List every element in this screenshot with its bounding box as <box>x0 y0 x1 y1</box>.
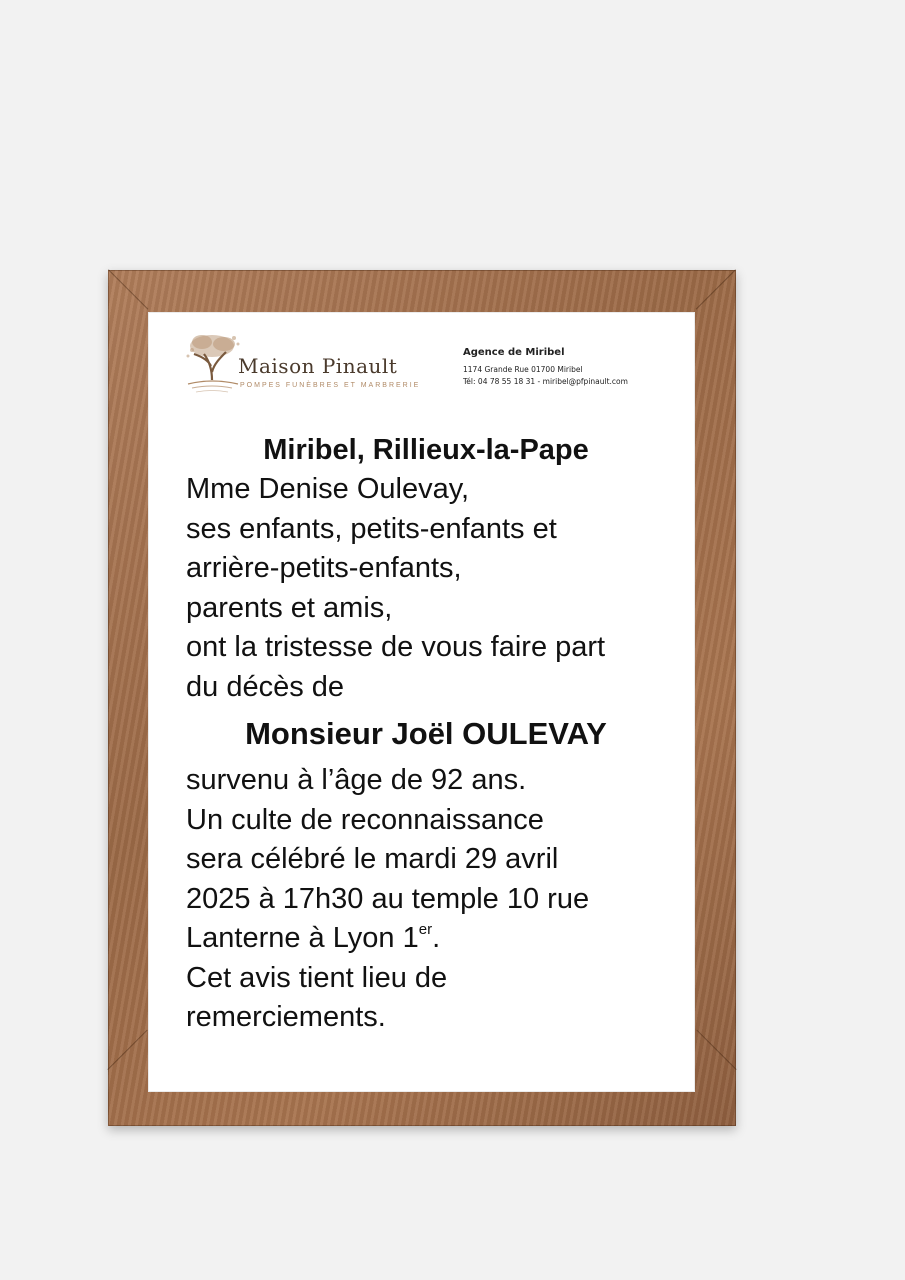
notice-line: sera célébré le mardi 29 avril <box>186 843 559 875</box>
wooden-frame <box>108 270 736 1126</box>
frame-corner-joint <box>696 269 736 309</box>
tree-logo-icon <box>182 330 244 396</box>
notice-line: parents et amis, <box>186 591 393 624</box>
notice-line: Un culte de reconnaissance <box>186 803 544 836</box>
ordinal-suffix: er <box>418 921 433 938</box>
notice-line: ont la tristesse de vous faire part <box>186 631 606 663</box>
agency-info <box>463 347 628 388</box>
obituary-notice <box>186 430 666 1038</box>
notice-address-line <box>186 919 666 959</box>
notice-line: Cet avis tient lieu de <box>186 961 448 994</box>
notice-paper <box>148 312 695 1092</box>
logo-name: Maison Pinault <box>238 354 398 378</box>
notice-line: arrière-petits-enfants, <box>186 552 462 584</box>
logo-tagline: POMPES FUNÈBRES ET MARBRERIE <box>240 382 421 389</box>
frame-corner-joint <box>108 269 148 309</box>
address-period: . <box>432 922 441 954</box>
company-logo <box>182 330 432 400</box>
notice-line: remerciements. <box>186 1001 386 1033</box>
agency-name: Agence de Miribel <box>463 347 565 358</box>
notice-line: Mme Denise Oulevay, <box>186 473 470 505</box>
notice-line: du décès de <box>186 670 345 703</box>
agency-address: 1174 Grande Rue 01700 Miribel <box>463 365 583 374</box>
notice-locations: Miribel, Rillieux-la-Pape <box>263 434 589 466</box>
notice-line: survenu à l’âge de 92 ans. <box>186 764 527 796</box>
notice-line: 2025 à 17h30 au temple 10 rue <box>186 882 590 915</box>
agency-contact: Tél: 04 78 55 18 31 - miribel@pfpinault.com <box>463 377 628 386</box>
deceased-name: Monsieur Joël OULEVAY <box>245 716 607 751</box>
address-text: Lanterne à Lyon 1 <box>186 922 419 954</box>
frame-corner-joint <box>107 1030 147 1070</box>
notice-line: ses enfants, petits-enfants et <box>186 512 557 545</box>
frame-corner-joint <box>696 1030 736 1070</box>
